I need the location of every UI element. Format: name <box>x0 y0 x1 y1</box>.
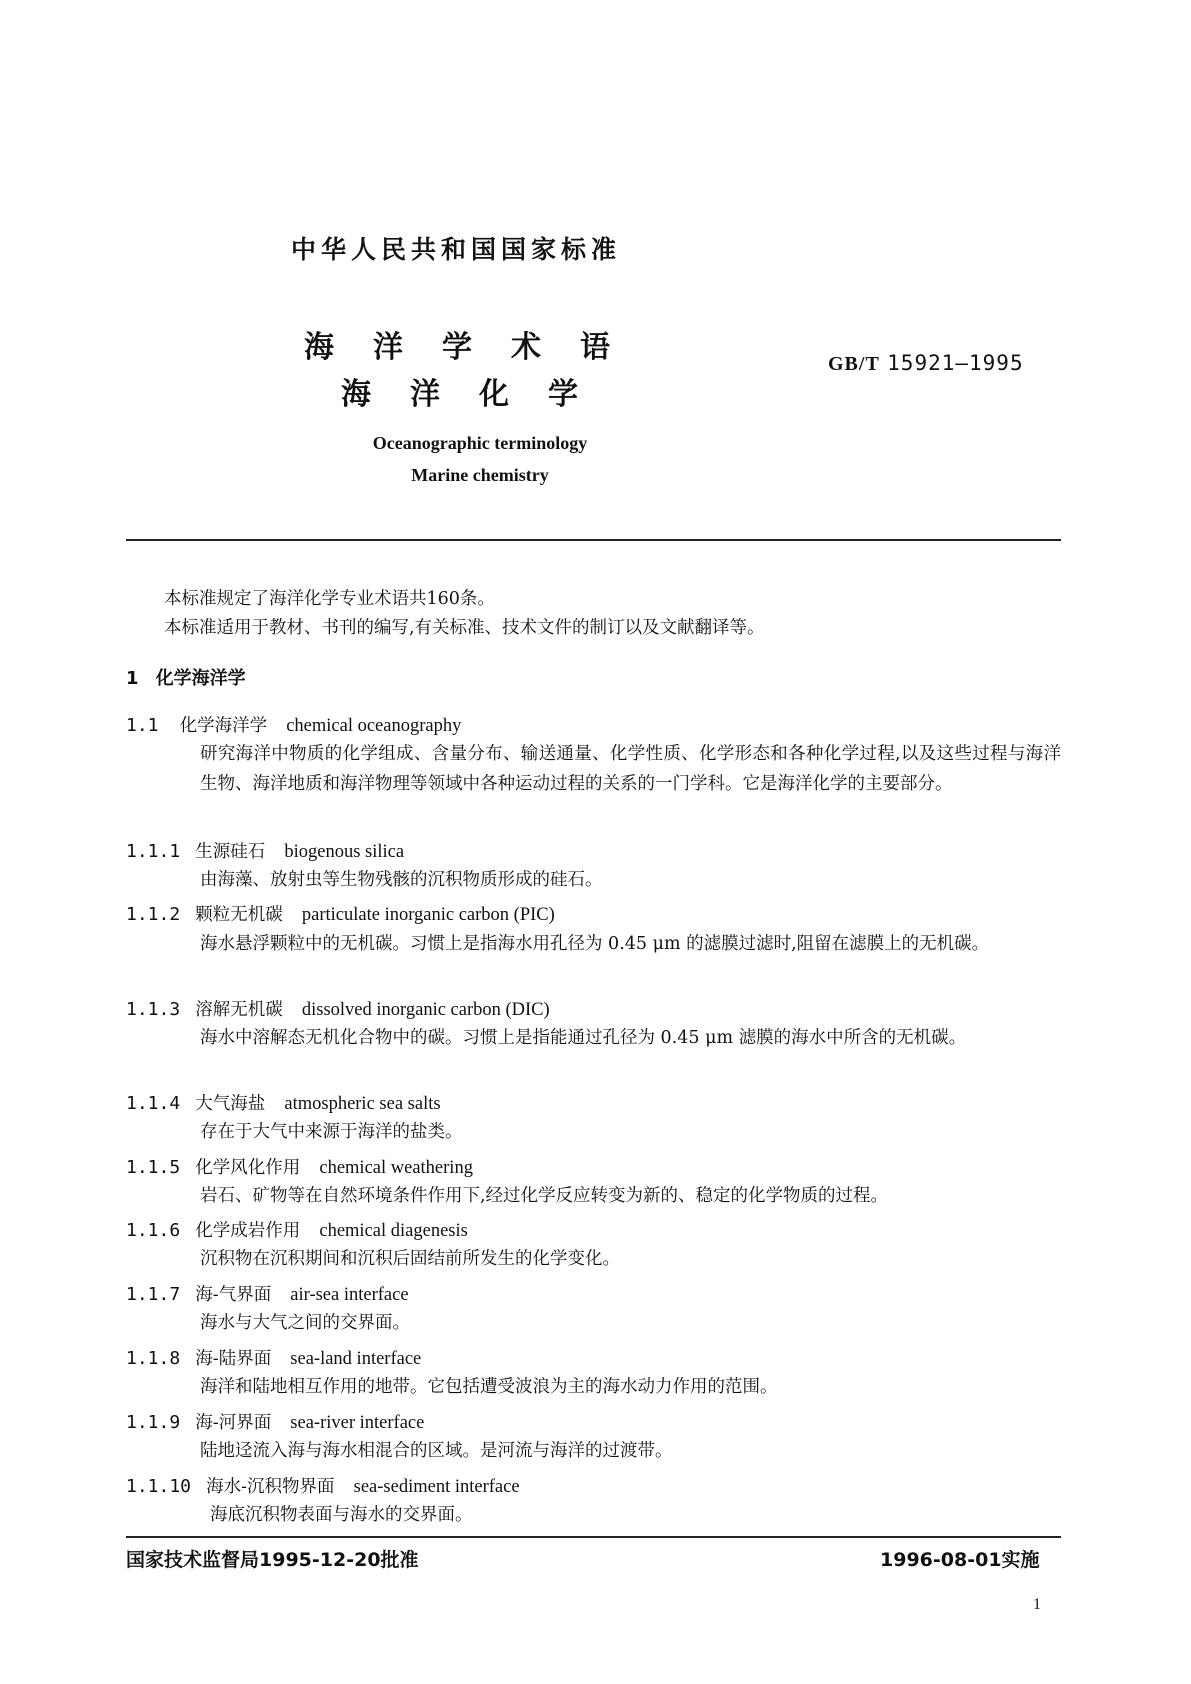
term-chinese: 化学成岩作用 <box>195 1221 301 1241</box>
term-heading <box>126 1154 473 1179</box>
term-heading <box>126 712 461 737</box>
standard-code-number: 15921—1995 <box>887 351 1024 375</box>
approval-info: 国家技术监督局1995-12-20批准 <box>126 1549 419 1571</box>
term-definition: 海水与大气之间的交界面。 <box>200 1313 410 1333</box>
term-chinese: 海-河界面 <box>195 1413 272 1433</box>
term-heading <box>126 1090 441 1115</box>
term-english: chemical weathering <box>319 1158 473 1178</box>
term-chinese: 大气海盐 <box>195 1094 266 1114</box>
term-chinese: 生源硅石 <box>195 842 266 862</box>
term-definition: 存在于大气中来源于海洋的盐类。 <box>200 1122 463 1142</box>
document-title-line2: 海洋化学 <box>341 377 617 412</box>
document-title-line1: 海洋学术语 <box>304 330 649 365</box>
term-heading <box>126 996 550 1021</box>
term-number: 1.1.1 <box>126 841 181 862</box>
term-number: 1.1.7 <box>126 1284 181 1305</box>
standard-code <box>828 351 1024 376</box>
national-standard-heading: 中华人民共和国国家标准 <box>291 235 622 264</box>
footer-divider <box>126 1536 1061 1538</box>
term-english: particulate inorganic carbon (PIC) <box>301 905 555 925</box>
english-title-line1: Oceanographic terminology <box>372 433 588 453</box>
term-chinese: 海-气界面 <box>195 1285 272 1305</box>
term-english: sea-sediment interface <box>353 1477 520 1497</box>
term-english: sea-land interface <box>290 1349 422 1369</box>
term-number: 1.1.6 <box>126 1220 181 1241</box>
english-title-line2: Marine chemistry <box>411 465 549 485</box>
term-english: dissolved inorganic carbon (DIC) <box>301 1000 550 1020</box>
term-definition: 沉积物在沉积期间和沉积后固结前所发生的化学变化。 <box>200 1249 620 1269</box>
term-definition: 海底沉积物表面与海水的交界面。 <box>210 1505 473 1525</box>
intro-paragraph: 本标准规定了海洋化学专业术语共160条。 <box>164 589 495 609</box>
term-definition: 海水中溶解态无机化合物中的碳。习惯上是指能通过孔径为 0.45 μm 滤膜的海水中所含的无机碳。 <box>200 1028 967 1048</box>
intro-paragraph: 本标准适用于教材、书刊的编写,有关标准、技术文件的制订以及文献翻译等。 <box>164 618 765 638</box>
term-number: 1.1.8 <box>126 1348 181 1369</box>
section-heading <box>126 664 246 690</box>
term-english: air-sea interface <box>290 1285 409 1305</box>
header-divider <box>126 539 1061 541</box>
term-definition: 由海藻、放射虫等生物残骸的沉积物质形成的硅石。 <box>200 870 603 890</box>
term-chinese: 化学海洋学 <box>179 716 268 736</box>
term-number: 1.1 <box>126 715 159 736</box>
term-definition: 研究海洋中物质的化学组成、含量分布、输送通量、化学性质、化学形态和各种化学过程,以及这些过程与海洋生物、海洋地质和海洋物理等领域中各种运动过程的关系的一门学科。它是海洋化学的主要部分。 <box>200 744 1061 794</box>
section-title: 化学海洋学 <box>155 668 246 689</box>
term-number: 1.1.5 <box>126 1157 181 1178</box>
term-number: 1.1.9 <box>126 1412 181 1433</box>
page-number: 1 <box>1033 1596 1041 1613</box>
term-heading <box>126 838 404 863</box>
term-number: 1.1.4 <box>126 1093 181 1114</box>
term-heading <box>126 1409 424 1434</box>
term-english: chemical diagenesis <box>319 1221 468 1241</box>
term-heading <box>126 901 555 926</box>
term-english: sea-river interface <box>290 1413 425 1433</box>
term-english: biogenous silica <box>284 842 405 862</box>
term-chinese: 化学风化作用 <box>195 1158 301 1178</box>
term-number: 1.1.10 <box>126 1476 192 1497</box>
term-english: chemical oceanography <box>286 716 462 736</box>
term-definition: 海水悬浮颗粒中的无机碳。习惯上是指海水用孔径为 0.45 μm 的滤膜过滤时,阻留在滤膜上的无机碳。 <box>200 934 990 954</box>
section-number: 1 <box>126 668 139 689</box>
term-definition: 岩石、矿物等在自然环境条件作用下,经过化学反应转变为新的、稳定的化学物质的过程。 <box>200 1186 889 1206</box>
term-chinese: 海水-沉积物界面 <box>206 1477 335 1497</box>
term-number: 1.1.2 <box>126 904 181 925</box>
term-definition: 海洋和陆地相互作用的地带。它包括遭受波浪为主的海水动力作用的范围。 <box>200 1377 778 1397</box>
term-definition: 陆地迳流入海与海水相混合的区域。是河流与海洋的过渡带。 <box>200 1441 673 1461</box>
term-heading <box>126 1281 409 1306</box>
term-number: 1.1.3 <box>126 999 181 1020</box>
term-heading <box>126 1345 421 1370</box>
term-chinese: 海-陆界面 <box>195 1349 272 1369</box>
term-chinese: 颗粒无机碳 <box>195 905 283 925</box>
implementation-date: 1996-08-01实施 <box>880 1549 1040 1571</box>
standard-code-prefix: GB/T <box>828 353 880 375</box>
term-heading <box>126 1473 520 1498</box>
term-chinese: 溶解无机碳 <box>195 1000 283 1020</box>
term-english: atmospheric sea salts <box>284 1094 441 1114</box>
term-heading <box>126 1217 468 1242</box>
